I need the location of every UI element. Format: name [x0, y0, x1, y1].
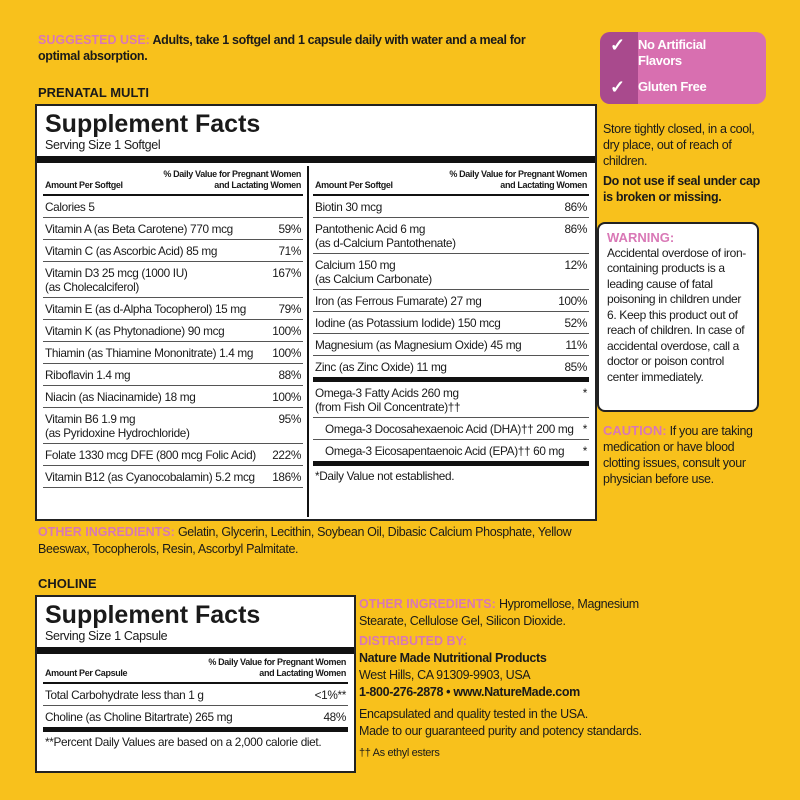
- distributor-contact: 1-800-276-2878 • www.NatureMade.com: [359, 685, 580, 699]
- nutrient-name: Iron (as Ferrous Fumarate) 27 mg: [315, 294, 482, 308]
- nutrient-row: [313, 254, 589, 290]
- column-header: [313, 166, 589, 196]
- nutrient-name: Thiamin (as Thiamine Mononitrate) 1.4 mg: [45, 346, 254, 360]
- label: OTHER INGREDIENTS:: [359, 597, 496, 611]
- nutrient-row: [43, 342, 303, 364]
- suggested-use-text: Adults, take 1 softgel and 1 capsule daily with water and a meal for optimal absorption.: [38, 33, 526, 63]
- nutrient-name: Vitamin K (as Phytonadione) 90 mcg: [45, 324, 225, 338]
- facts-title: Supplement Facts: [45, 110, 261, 138]
- daily-value: <1%**: [314, 688, 346, 702]
- amount-header: Amount Per Softgel: [315, 180, 393, 190]
- daily-value: 167%: [272, 266, 301, 280]
- nutrient-name: Riboflavin 1.4 mg: [45, 368, 131, 382]
- daily-value: 88%: [278, 368, 301, 382]
- warning-label: WARNING:: [607, 230, 675, 245]
- column-header: [43, 654, 348, 684]
- daily-value: 12%: [564, 258, 587, 272]
- daily-value: 86%: [564, 222, 587, 236]
- serving-size: Serving Size 1 Capsule: [45, 629, 168, 643]
- nutrient-row: [43, 684, 348, 706]
- nutrient-name: Vitamin D3 25 mcg (1000 IU) (as Cholecalciferol): [45, 266, 188, 294]
- prenatal-supplement-facts: [35, 104, 597, 521]
- section-choline: CHOLINE: [38, 576, 97, 591]
- caution-label: CAUTION:: [603, 423, 667, 438]
- divider: [37, 647, 354, 654]
- claim-gluten-free: [610, 79, 706, 95]
- nutrient-row: [313, 356, 589, 382]
- daily-value: 186%: [272, 470, 301, 484]
- nutrient-row: [43, 320, 303, 342]
- label: OTHER INGREDIENTS:: [38, 525, 175, 539]
- daily-value: *: [582, 422, 587, 436]
- quality-statement: Encapsulated and quality tested in the USA. Made to our guaranteed purity and potency standards.: [359, 707, 642, 738]
- claims-badge: [600, 32, 766, 104]
- daily-value: *: [582, 444, 587, 458]
- column-divider: [307, 166, 309, 517]
- nutrient-row: [43, 386, 303, 408]
- seal-warning: Do not use if seal under cap is broken or missing.: [603, 174, 760, 204]
- claim-text: No Artificial Flavors: [638, 37, 706, 68]
- nutrient-name: Omega-3 Docosahexaenoic Acid (DHA)†† 200 mg: [325, 422, 574, 436]
- nutrient-row: [43, 240, 303, 262]
- nutrient-name: Pantothenic Acid 6 mg (as d-Calcium Pantothenate): [315, 222, 456, 250]
- daily-value: 222%: [272, 448, 301, 462]
- nutrient-name: Calcium 150 mg (as Calcium Carbonate): [315, 258, 432, 286]
- daily-value: 100%: [558, 294, 587, 308]
- nutrient-row: [313, 312, 589, 334]
- choline-table: [37, 654, 354, 752]
- column-header: [43, 166, 303, 196]
- suggested-use-label: SUGGESTED USE:: [38, 33, 150, 47]
- nutrient-name: Omega-3 Eicosapentaenoic Acid (EPA)†† 60 mg: [325, 444, 565, 458]
- nutrient-row: [43, 364, 303, 386]
- caution-text: [603, 423, 763, 487]
- right-column: [313, 166, 589, 486]
- nutrient-row: [313, 334, 589, 356]
- nutrient-name: Biotin 30 mcg: [315, 200, 382, 214]
- daily-value: 48%: [323, 710, 346, 724]
- nutrient-row: [313, 418, 589, 440]
- daily-value: 52%: [564, 316, 587, 330]
- check-icon: ✓: [610, 77, 625, 97]
- serving-size: Serving Size 1 Softgel: [45, 138, 161, 152]
- nutrient-row: [43, 218, 303, 240]
- nutrient-name: Calories 5: [45, 200, 95, 214]
- daily-value: 11%: [565, 338, 587, 352]
- nutrient-row: [313, 440, 589, 466]
- storage-text: Store tightly closed, in a cool, dry place, out of reach of children.: [603, 122, 755, 168]
- left-column: [43, 166, 303, 488]
- nutrient-row: [313, 218, 589, 254]
- check-icon: ✓: [610, 35, 625, 55]
- nutrient-name: Choline (as Choline Bitartrate) 265 mg: [45, 710, 233, 724]
- daily-value: 59%: [278, 222, 301, 236]
- ethyl-note: †† As ethyl esters: [359, 747, 440, 759]
- divider: [37, 156, 595, 163]
- daily-value: 95%: [278, 412, 301, 426]
- nutrient-name: Omega-3 Fatty Acids 260 mg (from Fish Oil Concentrate)††: [315, 386, 461, 414]
- warning-text: Accidental overdose of iron-containing products is a leading cause of fatal poisoning in children under 6. Keep this product out of reach of children. In case of accidental overdose, call a doctor or poison control center immediately.: [607, 245, 746, 384]
- distributor-info: [359, 596, 659, 762]
- amount-header: Amount Per Softgel: [45, 180, 123, 190]
- footnote: **Percent Daily Values are based on a 2,000 calorie diet.: [45, 735, 322, 749]
- suggested-use: [38, 32, 558, 64]
- text: Gelatin, Glycerin, Lecithin, Soybean Oil, Dibasic Calcium Phosphate, Yellow Beeswax, Tocopherols, Resin, Ascorbyl Palmitate.: [38, 525, 572, 556]
- nutrient-name: Zinc (as Zinc Oxide) 11 mg: [315, 360, 447, 374]
- nutrient-row: [313, 196, 589, 218]
- nutrient-row: [43, 408, 303, 444]
- nutrient-row: [43, 444, 303, 466]
- warning-box: [597, 222, 759, 412]
- daily-value-header: % Daily Value for Pregnant Women and Lactating Women: [208, 657, 346, 678]
- other-ingredients-capsule: [359, 596, 659, 630]
- distributor-address: West Hills, CA 91309-9903, USA: [359, 668, 531, 682]
- claim-no-artificial-flavors: [610, 37, 706, 69]
- nutrient-row: [43, 706, 348, 732]
- daily-value: 71%: [278, 244, 301, 258]
- daily-value: 85%: [564, 360, 587, 374]
- nutrient-row: [43, 298, 303, 320]
- daily-value: 100%: [272, 346, 301, 360]
- nutrient-row: [43, 196, 303, 218]
- choline-supplement-facts: [35, 595, 356, 773]
- nutrient-name: Total Carbohydrate less than 1 g: [45, 688, 204, 702]
- daily-value: 86%: [564, 200, 587, 214]
- nutrient-name: Vitamin C (as Ascorbic Acid) 85 mg: [45, 244, 218, 258]
- distributor-name: Nature Made Nutritional Products: [359, 651, 547, 665]
- nutrient-row: [43, 262, 303, 298]
- distributed-by-label: DISTRIBUTED BY:: [359, 634, 468, 648]
- facts-title: Supplement Facts: [45, 601, 261, 629]
- daily-value-header: % Daily Value for Pregnant Women and Lactating Women: [163, 169, 301, 190]
- nutrient-row: [43, 466, 303, 488]
- daily-value-header: % Daily Value for Pregnant Women and Lactating Women: [449, 169, 587, 190]
- amount-header: Amount Per Capsule: [45, 668, 128, 678]
- nutrient-row: [313, 290, 589, 312]
- nutrient-name: Vitamin B6 1.9 mg (as Pyridoxine Hydrochloride): [45, 412, 190, 440]
- nutrient-row: [313, 382, 589, 418]
- nutrient-name: Folate 1330 mcg DFE (800 mcg Folic Acid): [45, 448, 256, 462]
- daily-value: 79%: [278, 302, 301, 316]
- claim-text: Gluten Free: [638, 79, 707, 94]
- daily-value: 100%: [272, 390, 301, 404]
- caution-body: If you are taking medication or have blood clotting issues, consult your physician before use.: [603, 424, 753, 486]
- nutrient-name: Iodine (as Potassium Iodide) 150 mcg: [315, 316, 501, 330]
- nutrient-name: Magnesium (as Magnesium Oxide) 45 mg: [315, 338, 522, 352]
- text: Hypromellose, Magnesium Stearate, Cellulose Gel, Silicon Dioxide.: [359, 597, 639, 628]
- nutrient-name: Vitamin A (as Beta Carotene) 770 mcg: [45, 222, 233, 236]
- nutrient-name: Vitamin B12 (as Cyanocobalamin) 5.2 mcg: [45, 470, 255, 484]
- daily-value: 100%: [272, 324, 301, 338]
- nutrient-name: Niacin (as Niacinamide) 18 mg: [45, 390, 196, 404]
- other-ingredients-softgel: [38, 524, 598, 558]
- daily-value: *: [582, 386, 587, 400]
- section-prenatal: PRENATAL MULTI: [38, 85, 149, 100]
- footnote: *Daily Value not established.: [315, 469, 455, 483]
- nutrient-name: Vitamin E (as d-Alpha Tocopherol) 15 mg: [45, 302, 246, 316]
